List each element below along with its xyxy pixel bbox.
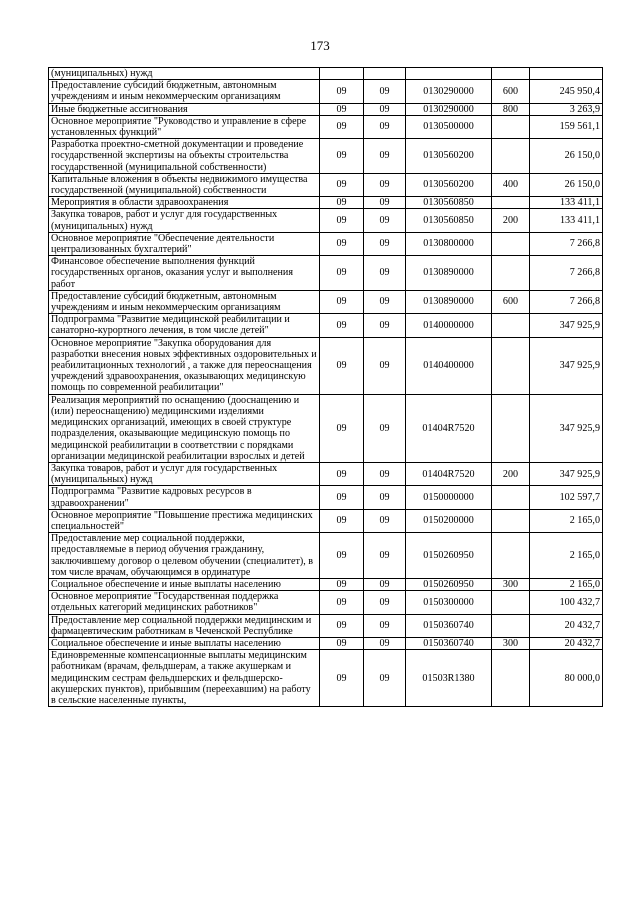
row-section: 09 bbox=[320, 139, 364, 174]
row-section: 09 bbox=[320, 337, 364, 394]
row-target-code: 0130290000 bbox=[406, 80, 492, 103]
row-section: 09 bbox=[320, 578, 364, 590]
table-row bbox=[49, 462, 603, 485]
row-subsection: 09 bbox=[364, 591, 406, 614]
table-row bbox=[49, 509, 603, 532]
row-expense-type: 400 bbox=[492, 173, 530, 196]
row-subsection: 09 bbox=[364, 509, 406, 532]
row-section: 09 bbox=[320, 103, 364, 115]
row-expense-type bbox=[492, 115, 530, 138]
row-amount: 20 432,7 bbox=[530, 614, 603, 637]
row-target-code: 0150360740 bbox=[406, 614, 492, 637]
row-expense-type: 200 bbox=[492, 462, 530, 485]
row-target-code: 01503R1380 bbox=[406, 650, 492, 707]
row-name: Единовременные компенсационные выплаты медицинским работникам (врачам, фельдшерам, а также акушеркам и медицинским сестрам фельдшерских и фельдшерско-акушерских пунктов), прибывшим (переехавшим) на работу в сельские населенные пункты, bbox=[49, 650, 320, 707]
row-target-code: 0130890000 bbox=[406, 290, 492, 313]
row-amount: 133 411,1 bbox=[530, 209, 603, 232]
row-name: Основное мероприятие "Обеспечение деятельности централизованных бухгалтерий" bbox=[49, 232, 320, 255]
table-row bbox=[49, 68, 603, 80]
row-target-code: 01404R7520 bbox=[406, 462, 492, 485]
table-row bbox=[49, 533, 603, 579]
row-target-code: 0130560200 bbox=[406, 139, 492, 174]
row-subsection: 09 bbox=[364, 209, 406, 232]
row-name: Закупка товаров, работ и услуг для государственных (муниципальных) нужд bbox=[49, 462, 320, 485]
row-section: 09 bbox=[320, 80, 364, 103]
row-section: 09 bbox=[320, 115, 364, 138]
row-name: Реализация мероприятий по оснащению (дооснащению и (или) переоснащению) медицинскими изделиями медицинских организаций, имеющих в своей структуре подразделения, оказывающие медицинскую помощь по медицинской реабилитации в соответствии с порядками организации медицинской реабилитации взрослых и детей bbox=[49, 394, 320, 462]
budget-table bbox=[48, 67, 603, 707]
row-expense-type bbox=[492, 486, 530, 509]
row-expense-type bbox=[492, 509, 530, 532]
row-expense-type: 600 bbox=[492, 290, 530, 313]
row-subsection: 09 bbox=[364, 115, 406, 138]
row-name: Финансовое обеспечение выполнения функций государственных органов, оказания услуг и выполнения работ bbox=[49, 256, 320, 291]
row-name: Основное мероприятие "Руководство и управление в сфере установленных функций" bbox=[49, 115, 320, 138]
row-subsection: 09 bbox=[364, 462, 406, 485]
row-expense-type bbox=[492, 314, 530, 337]
row-expense-type: 300 bbox=[492, 578, 530, 590]
table-row bbox=[49, 394, 603, 462]
row-amount: 100 432,7 bbox=[530, 591, 603, 614]
row-section: 09 bbox=[320, 637, 364, 649]
row-target-code: 0140000000 bbox=[406, 314, 492, 337]
row-section: 09 bbox=[320, 394, 364, 462]
row-subsection: 09 bbox=[364, 103, 406, 115]
table-row bbox=[49, 290, 603, 313]
row-section: 09 bbox=[320, 173, 364, 196]
table-row bbox=[49, 256, 603, 291]
table-row bbox=[49, 614, 603, 637]
row-target-code: 0140400000 bbox=[406, 337, 492, 394]
row-amount: 347 925,9 bbox=[530, 314, 603, 337]
row-subsection: 09 bbox=[364, 394, 406, 462]
table-row bbox=[49, 578, 603, 590]
row-expense-type bbox=[492, 139, 530, 174]
row-expense-type bbox=[492, 394, 530, 462]
row-expense-type bbox=[492, 68, 530, 80]
row-name: Предоставление субсидий бюджетным, автономным учреждениям и иным некоммерческим организациям bbox=[49, 80, 320, 103]
row-name: Основное мероприятие "Закупка оборудования для разработки внесения новых эффективных оздоровительных и реабилитационных технологий , а также для переоснащения учреждений здравоохранения, оказывающих медицинскую помощь по современной реабилитации" bbox=[49, 337, 320, 394]
row-expense-type: 600 bbox=[492, 80, 530, 103]
table-row bbox=[49, 591, 603, 614]
table-row bbox=[49, 637, 603, 649]
row-name: Предоставление мер социальной поддержки медицинским и фармацевтическим работникам в Чеченской Республике bbox=[49, 614, 320, 637]
row-section: 09 bbox=[320, 256, 364, 291]
row-target-code: 0150300000 bbox=[406, 591, 492, 614]
row-section: 09 bbox=[320, 614, 364, 637]
row-section: 09 bbox=[320, 290, 364, 313]
row-subsection: 09 bbox=[364, 637, 406, 649]
row-target-code: 0130560200 bbox=[406, 173, 492, 196]
row-section: 09 bbox=[320, 314, 364, 337]
row-amount: 7 266,8 bbox=[530, 232, 603, 255]
row-name: Иные бюджетные ассигнования bbox=[49, 103, 320, 115]
row-expense-type: 300 bbox=[492, 637, 530, 649]
row-subsection: 09 bbox=[364, 337, 406, 394]
table-row bbox=[49, 80, 603, 103]
row-name: Подпрограмма "Развитие кадровых ресурсов в здравоохранении" bbox=[49, 486, 320, 509]
row-target-code: 0130800000 bbox=[406, 232, 492, 255]
row-section: 09 bbox=[320, 650, 364, 707]
row-amount: 26 150,0 bbox=[530, 173, 603, 196]
row-target-code: 0130290000 bbox=[406, 103, 492, 115]
table-row bbox=[49, 314, 603, 337]
row-amount: 347 925,9 bbox=[530, 337, 603, 394]
row-amount: 26 150,0 bbox=[530, 139, 603, 174]
row-subsection: 09 bbox=[364, 232, 406, 255]
row-name: Предоставление мер социальной поддержки, предоставляемые в период обучения гражданину, заключившему договор о целевом обучении (специалитет), в том числе врачам, обучающимся в ординатуре bbox=[49, 533, 320, 579]
row-subsection: 09 bbox=[364, 173, 406, 196]
row-section bbox=[320, 68, 364, 80]
row-name: Разработка проектно-сметной документации и проведение государственной экспертизы на объекты строительства государственной (муниципальной собственности) bbox=[49, 139, 320, 174]
row-subsection: 09 bbox=[364, 533, 406, 579]
row-amount: 80 000,0 bbox=[530, 650, 603, 707]
row-subsection: 09 bbox=[364, 486, 406, 509]
row-target-code: 0130500000 bbox=[406, 115, 492, 138]
row-expense-type bbox=[492, 232, 530, 255]
table-row bbox=[49, 115, 603, 138]
table-row bbox=[49, 650, 603, 707]
row-amount bbox=[530, 68, 603, 80]
row-subsection: 09 bbox=[364, 614, 406, 637]
row-target-code: 0130890000 bbox=[406, 256, 492, 291]
row-target-code: 01404R7520 bbox=[406, 394, 492, 462]
row-amount: 245 950,4 bbox=[530, 80, 603, 103]
row-name: (муниципальных) нужд bbox=[49, 68, 320, 80]
row-name: Основное мероприятие "Повышение престижа медицинских специальностей" bbox=[49, 509, 320, 532]
row-section: 09 bbox=[320, 486, 364, 509]
row-amount: 20 432,7 bbox=[530, 637, 603, 649]
row-name: Основное мероприятие "Государственная поддержка отдельных категорий медицинских работников" bbox=[49, 591, 320, 614]
table-row bbox=[49, 139, 603, 174]
row-amount: 2 165,0 bbox=[530, 509, 603, 532]
table-row bbox=[49, 486, 603, 509]
row-target-code: 0150000000 bbox=[406, 486, 492, 509]
row-expense-type bbox=[492, 337, 530, 394]
row-subsection: 09 bbox=[364, 139, 406, 174]
table-row bbox=[49, 337, 603, 394]
row-section: 09 bbox=[320, 533, 364, 579]
row-amount: 7 266,8 bbox=[530, 290, 603, 313]
row-expense-type: 800 bbox=[492, 103, 530, 115]
row-section: 09 bbox=[320, 209, 364, 232]
row-section: 09 bbox=[320, 232, 364, 255]
row-expense-type bbox=[492, 650, 530, 707]
row-name: Капитальные вложения в объекты недвижимого имущества государственной (муниципальной) собственности bbox=[49, 173, 320, 196]
budget-table-body bbox=[49, 68, 603, 707]
row-subsection: 09 bbox=[364, 578, 406, 590]
row-amount: 3 263,9 bbox=[530, 103, 603, 115]
table-row bbox=[49, 197, 603, 209]
table-row bbox=[49, 209, 603, 232]
row-subsection: 09 bbox=[364, 256, 406, 291]
page-number: 173 bbox=[310, 38, 330, 53]
row-expense-type bbox=[492, 197, 530, 209]
row-expense-type bbox=[492, 614, 530, 637]
row-subsection: 09 bbox=[364, 290, 406, 313]
row-amount: 159 561,1 bbox=[530, 115, 603, 138]
row-target-code bbox=[406, 68, 492, 80]
row-expense-type bbox=[492, 256, 530, 291]
row-name: Мероприятия в области здравоохранения bbox=[49, 197, 320, 209]
row-section: 09 bbox=[320, 462, 364, 485]
row-target-code: 0150260950 bbox=[406, 533, 492, 579]
row-expense-type bbox=[492, 533, 530, 579]
row-section: 09 bbox=[320, 591, 364, 614]
table-row bbox=[49, 173, 603, 196]
row-subsection: 09 bbox=[364, 80, 406, 103]
row-subsection: 09 bbox=[364, 314, 406, 337]
row-amount: 2 165,0 bbox=[530, 578, 603, 590]
row-section: 09 bbox=[320, 197, 364, 209]
row-amount: 347 925,9 bbox=[530, 462, 603, 485]
row-name: Социальное обеспечение и иные выплаты населению bbox=[49, 578, 320, 590]
row-target-code: 0150260950 bbox=[406, 578, 492, 590]
row-target-code: 0130560850 bbox=[406, 197, 492, 209]
table-row bbox=[49, 103, 603, 115]
row-name: Социальное обеспечение и иные выплаты населению bbox=[49, 637, 320, 649]
row-amount: 347 925,9 bbox=[530, 394, 603, 462]
row-subsection bbox=[364, 68, 406, 80]
row-expense-type: 200 bbox=[492, 209, 530, 232]
row-name: Закупка товаров, работ и услуг для государственных (муниципальных) нужд bbox=[49, 209, 320, 232]
table-row bbox=[49, 232, 603, 255]
row-amount: 2 165,0 bbox=[530, 533, 603, 579]
row-subsection: 09 bbox=[364, 197, 406, 209]
row-target-code: 0150200000 bbox=[406, 509, 492, 532]
row-subsection: 09 bbox=[364, 650, 406, 707]
row-amount: 102 597,7 bbox=[530, 486, 603, 509]
row-target-code: 0130560850 bbox=[406, 209, 492, 232]
row-amount: 7 266,8 bbox=[530, 256, 603, 291]
row-name: Предоставление субсидий бюджетным, автономным учреждениям и иным некоммерческим организациям bbox=[49, 290, 320, 313]
row-target-code: 0150360740 bbox=[406, 637, 492, 649]
row-section: 09 bbox=[320, 509, 364, 532]
row-expense-type bbox=[492, 591, 530, 614]
row-amount: 133 411,1 bbox=[530, 197, 603, 209]
row-name: Подпрограмма "Развитие медицинской реабилитации и санаторно-курортного лечения, в том числе детей" bbox=[49, 314, 320, 337]
